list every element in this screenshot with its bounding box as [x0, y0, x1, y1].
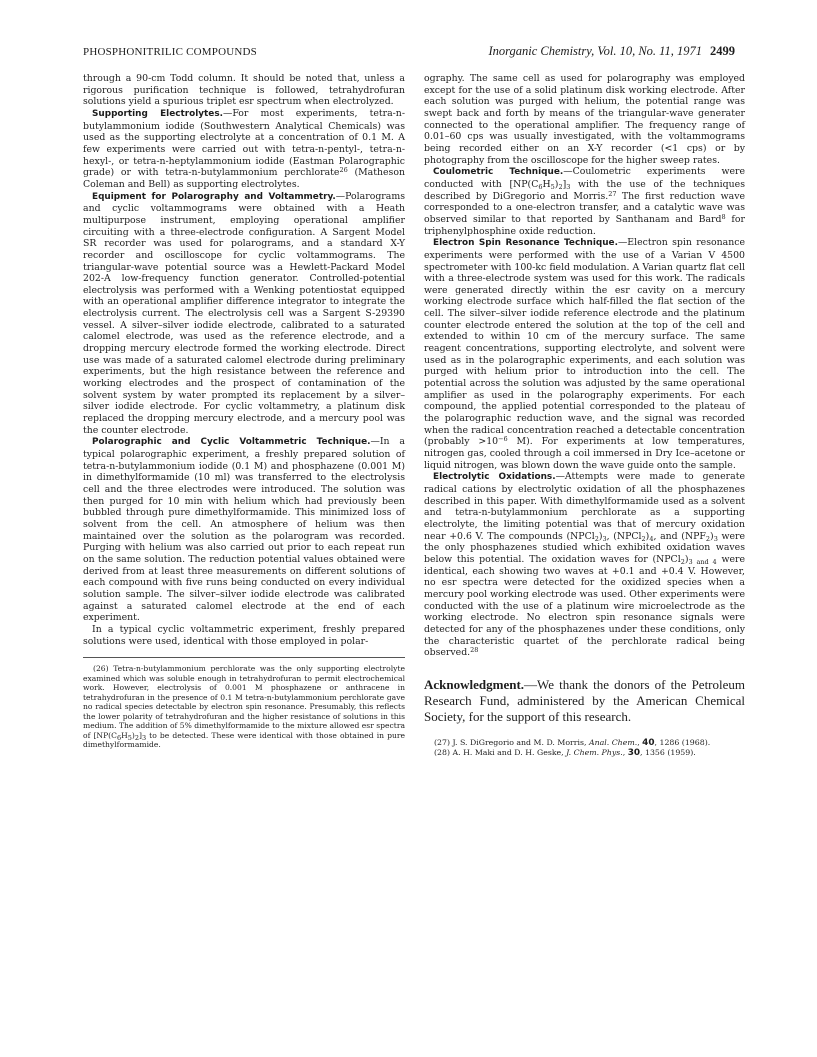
journal-citation [488, 44, 735, 59]
paragraph-text: ) [710, 530, 714, 542]
subscript: 3 [141, 733, 147, 742]
footnote-text: to be detected. These were identical with those obtained in pure dimethylformamide. [83, 730, 405, 750]
subscript: 2 [558, 182, 563, 191]
footnote-text: (26) Tetra-n-butylammonium perchlorate was the only supporting electrolyte examined which was soluble enough in tetrahydrofuran to permit electrochemical work. However, electrolysis of 0.001 M phosphazene or anthracene in tetrahydrofuran in the presence of 0.1 M tetra-n-butylammonium perchlorate gave no radical species detectable by electron spin resonance. Presumably, this reflects the lower polarity of tetrahydrofuran and the higher resistance of solutions in this medium. The addition of 5% dimethylformamide to the mixture allowed esr spectra of [NP(C [83, 664, 405, 740]
paragraph-text: with the use of the techniques described by DiGregorio and Morris. [424, 178, 745, 202]
reference-text: , [637, 737, 643, 747]
paragraph-text: —Coulometric experiments were conducted with [NP(C [424, 166, 745, 190]
superscript: −6 [498, 435, 508, 444]
paragraph-cyclic-voltammetric: In a typical cyclic voltammetric experiment, freshly prepared solutions were used, identical with those employed in polar- [83, 623, 405, 647]
subscript: 5 [127, 733, 132, 742]
paragraph-coulometric [424, 166, 745, 237]
section-heading: Electron Spin Resonance Technique. [433, 238, 618, 249]
paragraph-equipment [83, 191, 405, 437]
paragraph-text: ) [554, 178, 559, 190]
reference-27 [424, 738, 745, 748]
paragraph-text: ) [645, 530, 650, 542]
section-heading: Coulometric Technique. [433, 167, 564, 178]
paragraph-polarography-cont: ography. The same cell as used for polarography was employed except for the use of a solid platinum disk working electrode. After each solution was purged with helium, the potential range was swept back and forth by means of the triangular-wave generater connected to the operational amplifier. The frequency range of 0.01–60 cps was usually investigated, with the voltammograms being recorded either on an X-Y recorder (<1 cps) or by photography from the oscilloscope for the higher sweep rates. [424, 73, 745, 166]
paragraph-text: ) [684, 553, 689, 565]
section-heading: Supporting Electrolytes. [92, 108, 223, 119]
footnote-divider [83, 657, 405, 658]
reference-text: (28) A. H. Maki and D. H. Geske, [434, 748, 567, 758]
section-heading: Polarographic and Cyclic Voltammetric Technique. [92, 437, 371, 448]
paragraph-text: ] [562, 178, 567, 190]
paragraph-text: —For most experiments, tetra-n-butylammonium iodide (Southwestern Analytical Chemicals) was used as the supporting electrolyte at a concentration of 0.1 M. A few experiments were carried out with tetra-n-pentyl-, tetra-n-hexyl-, or tetra-n-heptylammonium iodide (Eastman Polarographic grade) or with tetra-n-butylammonium perchlorate [83, 107, 405, 179]
subscript: 6 [116, 733, 122, 742]
footnote-text: H [121, 730, 128, 740]
acknowledgment [424, 677, 745, 725]
paragraph-todd-column: through a 90-cm Todd column. It should be noted that, unless a rigorous purification technique is followed, tetrahydrofuran solutions yield a spurious triplet esr spectrum when electrolyzed. [83, 73, 405, 108]
paragraph-text: , (NPCl [606, 530, 642, 542]
left-column [83, 73, 405, 750]
subscript: 5 [550, 182, 555, 191]
journal-abbrev: J. Chem. Phys. [566, 748, 623, 758]
paragraph-text: —Electron spin resonance experiments were performed with the use of a Varian V 4500 spectrometer with 100-kc field modulation. A Varian quartz flat cell with a three-electrode system was used for this work. The radicals were generated directly within the esr cavity on a mercury working electrode surface which half-filled the flat section of the cell. The silver–silver iodide reference electrode and the platinum counter electrode entered the solution at the top of the cell and extended to within 10 cm of the mercury surface. The same reagent concentrations, supporting electrolyte, and solvent were used as in the polarographic experiments, and each solution was purged with helium prior to introduction into the cell. The potential across the solution was adjusted by the same operational amplifier as used in the polarography experiments. For each compound, the applied potential corresponded to the plateau of the polarographic reduction wave, and the signal was recorded when the radical concentration reached a detectable concentration (probably >10 [424, 237, 745, 448]
acknowledgment-text: —We thank the donors of the Petroleum Research Fund, administered by the American Chemical Society, for the support of this research. [424, 676, 745, 724]
reference-text: (27) J. S. DiGregorio and M. D. Morris, [434, 737, 589, 747]
section-heading: Electrolytic Oxidations. [433, 472, 556, 483]
paragraph-text: for triphenylphosphine oxide reduction. [424, 213, 745, 237]
acknowledgment-heading: Acknowledgment. [424, 676, 525, 692]
subscript: 6 [538, 182, 543, 191]
subscript: 2 [641, 534, 646, 543]
journal-abbrev: Anal. Chem. [588, 737, 638, 747]
footnotes [83, 664, 405, 750]
references [424, 738, 745, 758]
reference-text: , [622, 748, 628, 758]
paragraph-text: —In a typical polarographic experiment, a freshly prepared solution of tetra-n-butylammonium iodide (0.1 M) and phosphazene (0.001 M) in dimethylformamide (10 ml) was transferred to the electrolysis cell and the three electrodes were introduced. The solution was then purged for 10 min with helium which had previously been bubbled through pure dimethylformamide. This minimized loss of solvent from the cell. An atmosphere of helium was then maintained over the solution as the polarogram was recorded. Purging with helium was also carried out prior to each repeat run on the same solution. The reduction potential values obtained were derived from at least three measurements on different solutions of each compound with five runs being conducted on every individual solution sample. The silver–silver iodide electrode was calibrated against a saturated calomel electrode at the end of each experiment. [83, 436, 405, 624]
footnote-ref: 28 [470, 646, 479, 655]
subscript: 3 [566, 182, 571, 191]
reference-text: , 1286 (1968). [654, 737, 711, 747]
subscript: 3 and 4 [688, 557, 717, 566]
paragraph-text: —Attempts were made to generate radical cations by electrolytic oxidation of all the phosphazenes described in this paper. With dimethylformamide used as a solvent and tetra-n-butylammonium perchlorate as a supporting electrolyte, the limiting potential was that of mercury oxidation near +0.6 V. The compounds (NPCl [424, 471, 745, 542]
running-title: PHOSPHONITRILIC COMPOUNDS [83, 46, 257, 58]
paragraph-electrolytic-oxidations [424, 471, 745, 659]
subscript: 2 [594, 534, 599, 543]
subscript: 2 [680, 557, 685, 566]
footnote-26 [83, 664, 405, 750]
paragraph-text: —Polarograms and cyclic voltammograms were obtained with a Heath multipurpose instrument, employing operational amplifier circuiting with a three-electrode configuration. A Sargent Model SR recorder was used for polarograms, and a standard X-Y recorder and oscilloscope for cyclic voltammograms. The triangular-wave potential source was a Hewlett-Packard Model 202-A low-frequency function generator. Controlled-potential electrolysis was performed with a Wenking potentiostat equipped with an operational amplifier difference integrator to integrate the electrolysis current. The electrolysis cell was a Sargent S-29390 vessel. A silver–silver iodide electrode, calibrated to a saturated calomel electrode, was used as the reference electrode, and a dropping mercury electrode formed the working electrode. Direct use was made of a saturated calomel electrode during preliminary experiments, but the high resistance between the reference and working electrodes and the prospect of contamination of the solvent system by water prompted its replacement by a silver–silver iodide electrode. For cyclic voltammetry, a platinum disk replaced the dropping mercury electrode, and a mercury pool was the counter electrode. [83, 190, 405, 436]
reference-28 [424, 748, 745, 758]
footnote-ref: 26 [339, 166, 348, 175]
paragraph-text: , and (NPF [653, 530, 706, 542]
footnote-ref: 27 [608, 189, 617, 198]
paragraph-polarographic-technique [83, 436, 405, 624]
subscript: 3 [713, 534, 718, 543]
paragraph-text: ) [598, 530, 603, 542]
volume-number: 40 [642, 737, 655, 748]
right-column [424, 73, 745, 758]
subscript: 2 [134, 733, 139, 742]
subscript: 2 [705, 534, 711, 543]
paragraph-text: were identical, each showing two waves at +0.1 and +0.4 V. However, no esr spectra were detected for the oxidized species when a mercury pool working electrode was used. Other experiments were conducted with the use of a platinum wire microelectrode as the working electrode. No electron spin resonance signals were detected for any of the phosphazenes under these conditions, only the characteristic quartet of the perchlorate radical being observed. [424, 553, 745, 659]
journal-name: Inorganic Chemistry, Vol. 10, No. 11, 1971 [488, 44, 702, 58]
paragraph-supporting-electrolytes [83, 108, 405, 191]
footnote-ref: 8 [721, 212, 726, 221]
reference-text: , 1356 (1959). [640, 748, 696, 758]
subscript: 4 [649, 534, 654, 543]
section-heading: Equipment for Polarography and Voltammetry. [92, 191, 336, 202]
paragraph-text: The first reduction wave corresponded to a one-electron transfer, and a catalytic wave was observed similar to that reported by Santhanam and Bard [424, 190, 746, 225]
paragraph-text: were the only phosphazenes studied which exhibited oxidation waves below this potential. The oxidation waves for (NPCl [424, 530, 745, 565]
footnote-text: ) [131, 730, 135, 740]
page-number: 2499 [710, 44, 735, 58]
paragraph-text: M). For experiments at low temperatures, nitrogen gas, cooled through a coil immersed in Dry Ice–acetone or liquid nitrogen, was blown down the wave guide onto the sample. [424, 436, 745, 471]
volume-number: 30 [627, 748, 641, 759]
paragraph-text: (Matheson Coleman and Bell) as supporting electrolytes. [83, 167, 405, 190]
subscript: 3 [602, 534, 607, 543]
paragraph-text: H [542, 178, 551, 190]
paragraph-esr-technique [424, 237, 745, 471]
footnote-text: ] [138, 730, 142, 740]
